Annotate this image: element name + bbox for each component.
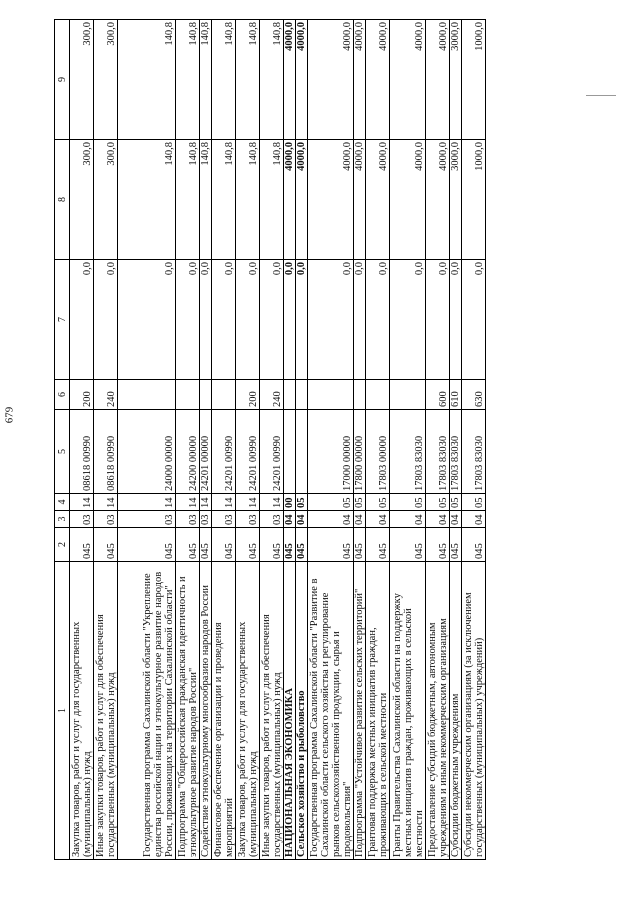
row-value-cell: 4000,0 xyxy=(308,20,354,140)
row-value-cell: 200 xyxy=(70,380,94,410)
row-value-cell: 0,0 xyxy=(462,260,486,380)
row-value-cell: 0,0 xyxy=(118,260,176,380)
row-value-cell: 04 xyxy=(366,511,390,528)
row-value-cell: 045 xyxy=(94,528,118,562)
row-value-cell: 04 xyxy=(308,511,354,528)
row-value-cell: 03 xyxy=(176,511,200,528)
row-value-cell: 04 xyxy=(390,511,426,528)
row-value-cell: 0,0 xyxy=(176,260,200,380)
row-value-cell: 200 xyxy=(236,380,260,410)
row-value-cell: 045 xyxy=(236,528,260,562)
row-value-cell: 045 xyxy=(260,528,284,562)
row-value-cell: 140,8 xyxy=(118,20,176,140)
header-row xyxy=(55,20,70,860)
row-value-cell: 14 xyxy=(236,494,260,511)
row-value-cell: 4000,0 xyxy=(296,140,308,260)
row-value-cell: 17803 83030 xyxy=(390,410,426,494)
row-name-cell: Иные закупки товаров, работ и услуг для обеспечения государственных (муниципальных) нужд xyxy=(260,562,284,860)
row-value-cell: 24200 00000 xyxy=(176,410,200,494)
row-value-cell: 630 xyxy=(462,380,486,410)
row-value-cell: 05 xyxy=(390,494,426,511)
table-row xyxy=(118,20,176,860)
row-value-cell: 04 xyxy=(296,511,308,528)
row-name-cell: Предоставление субсидий бюджетным, автономным учреждениям и иным некоммерческим организациям xyxy=(426,562,450,860)
row-value-cell: 00 xyxy=(284,494,296,511)
table-row xyxy=(390,20,426,860)
row-value-cell xyxy=(308,380,354,410)
table-row xyxy=(260,20,284,860)
row-value-cell: 03 xyxy=(260,511,284,528)
row-value-cell: 600 xyxy=(426,380,450,410)
row-value-cell: 4000,0 xyxy=(366,20,390,140)
row-value-cell: 05 xyxy=(426,494,450,511)
row-value-cell: 17803 83030 xyxy=(426,410,450,494)
header-cell: 6 xyxy=(55,380,70,410)
row-value-cell: 14 xyxy=(94,494,118,511)
row-value-cell: 045 xyxy=(200,528,212,562)
row-value-cell: 4000,0 xyxy=(366,140,390,260)
row-value-cell: 03 xyxy=(200,511,212,528)
row-value-cell: 03 xyxy=(212,511,236,528)
row-value-cell: 17803 83030 xyxy=(462,410,486,494)
row-value-cell: 0,0 xyxy=(366,260,390,380)
table-row xyxy=(354,20,366,860)
row-value-cell xyxy=(118,380,176,410)
row-value-cell: 4000,0 xyxy=(354,140,366,260)
table-row xyxy=(236,20,260,860)
row-value-cell: 24201 00990 xyxy=(212,410,236,494)
row-value-cell: 03 xyxy=(70,511,94,528)
row-value-cell: 4000,0 xyxy=(426,140,450,260)
row-name-cell: Субсидии бюджетным учреждениям xyxy=(450,562,462,860)
row-value-cell xyxy=(212,380,236,410)
row-value-cell: 4000,0 xyxy=(284,140,296,260)
row-value-cell: 14 xyxy=(118,494,176,511)
row-value-cell xyxy=(296,410,308,494)
row-value-cell: 17000 00000 xyxy=(308,410,354,494)
row-name-cell: Государственная программа Сахалинской области "Укрепление единства российской нации и этнокультурное развитие народов России, проживающих на территории Сахалинской области" xyxy=(118,562,176,860)
row-name-cell: Финансовое обеспечение организации и проведения мероприятий xyxy=(212,562,236,860)
row-name-cell: Субсидии некоммерческим организациям (за исключением государственных (муниципальных) учреждений) xyxy=(462,562,486,860)
row-value-cell: 300,0 xyxy=(70,140,94,260)
page-number: 679 xyxy=(3,406,15,424)
row-value-cell: 4000,0 xyxy=(426,20,450,140)
row-value-cell xyxy=(200,380,212,410)
row-value-cell: 140,8 xyxy=(236,20,260,140)
row-value-cell: 0,0 xyxy=(284,260,296,380)
row-value-cell: 045 xyxy=(366,528,390,562)
row-value-cell: 0,0 xyxy=(390,260,426,380)
row-value-cell: 04 xyxy=(462,511,486,528)
header-cell: 4 xyxy=(55,494,70,511)
row-value-cell: 04 xyxy=(284,511,296,528)
budget-table-rotated xyxy=(54,20,610,860)
row-value-cell xyxy=(390,380,426,410)
table-row xyxy=(212,20,236,860)
row-value-cell xyxy=(296,380,308,410)
row-value-cell: 140,8 xyxy=(260,140,284,260)
row-value-cell: 0,0 xyxy=(94,260,118,380)
header-cell: 9 xyxy=(55,20,70,140)
row-name-cell: Подпрограмма "Общероссийская гражданская идентичность и этнокультурное развитие народов России" xyxy=(176,562,200,860)
table-row xyxy=(308,20,354,860)
row-value-cell: 05 xyxy=(462,494,486,511)
row-value-cell: 240 xyxy=(260,380,284,410)
table-row xyxy=(450,20,462,860)
row-value-cell: 17803 00000 xyxy=(366,410,390,494)
row-value-cell: 4000,0 xyxy=(390,140,426,260)
row-value-cell: 0,0 xyxy=(426,260,450,380)
header-cell: 5 xyxy=(55,410,70,494)
row-value-cell: 045 xyxy=(176,528,200,562)
row-value-cell: 0,0 xyxy=(450,260,462,380)
row-value-cell: 14 xyxy=(200,494,212,511)
row-value-cell: 4000,0 xyxy=(390,20,426,140)
row-value-cell: 24201 00990 xyxy=(260,410,284,494)
row-value-cell: 14 xyxy=(70,494,94,511)
table-row xyxy=(426,20,450,860)
row-value-cell: 4000,0 xyxy=(308,140,354,260)
header-cell: 7 xyxy=(55,260,70,380)
scan-mark xyxy=(586,95,616,96)
header-cell: 1 xyxy=(55,562,70,860)
row-value-cell: 300,0 xyxy=(94,140,118,260)
row-value-cell: 140,8 xyxy=(176,20,200,140)
row-value-cell: 08618 00990 xyxy=(70,410,94,494)
row-value-cell: 140,8 xyxy=(118,140,176,260)
row-value-cell: 045 xyxy=(462,528,486,562)
row-name-cell: Содействие этнокультурному многообразию народов России xyxy=(200,562,212,860)
table-row xyxy=(296,20,308,860)
row-value-cell: 05 xyxy=(296,494,308,511)
row-value-cell: 045 xyxy=(450,528,462,562)
row-name-cell: Иные закупки товаров, работ и услуг для обеспечения государственных (муниципальных) нужд xyxy=(94,562,118,860)
row-value-cell: 0,0 xyxy=(70,260,94,380)
row-value-cell: 045 xyxy=(308,528,354,562)
row-value-cell: 05 xyxy=(450,494,462,511)
header-cell: 8 xyxy=(55,140,70,260)
row-value-cell: 140,8 xyxy=(236,140,260,260)
row-value-cell: 0,0 xyxy=(260,260,284,380)
row-value-cell: 03 xyxy=(118,511,176,528)
row-value-cell: 240 xyxy=(94,380,118,410)
row-value-cell: 24201 00990 xyxy=(236,410,260,494)
row-value-cell: 17803 83030 xyxy=(450,410,462,494)
row-value-cell: 14 xyxy=(176,494,200,511)
row-value-cell xyxy=(176,380,200,410)
row-value-cell: 045 xyxy=(296,528,308,562)
row-value-cell: 4000,0 xyxy=(296,20,308,140)
row-value-cell: 17800 00000 xyxy=(354,410,366,494)
table-row xyxy=(462,20,486,860)
table-row xyxy=(200,20,212,860)
row-value-cell: 14 xyxy=(212,494,236,511)
row-value-cell: 140,8 xyxy=(212,20,236,140)
row-name-cell: Подпрограмма "Устойчивое развитие сельских территорий" xyxy=(354,562,366,860)
row-value-cell: 3000,0 xyxy=(450,140,462,260)
row-value-cell: 0,0 xyxy=(236,260,260,380)
row-value-cell: 0,0 xyxy=(212,260,236,380)
row-value-cell xyxy=(284,410,296,494)
row-value-cell: 045 xyxy=(70,528,94,562)
row-value-cell: 300,0 xyxy=(70,20,94,140)
row-value-cell: 08618 00990 xyxy=(94,410,118,494)
table-row xyxy=(366,20,390,860)
row-value-cell: 05 xyxy=(354,494,366,511)
row-value-cell: 04 xyxy=(450,511,462,528)
row-value-cell: 045 xyxy=(426,528,450,562)
row-value-cell: 140,8 xyxy=(260,20,284,140)
row-value-cell: 045 xyxy=(390,528,426,562)
header-cell: 2 xyxy=(55,528,70,562)
row-value-cell: 0,0 xyxy=(200,260,212,380)
table-row xyxy=(94,20,118,860)
row-value-cell: 1000,0 xyxy=(462,20,486,140)
row-value-cell: 4000,0 xyxy=(354,20,366,140)
table-row xyxy=(70,20,94,860)
row-name-cell: Грантовая поддержка местных инициатив граждан, проживающих в сельской местности xyxy=(366,562,390,860)
row-name-cell: Государственная программа Сахалинской области "Развитие в Сахалинской области сельского хозяйства и регулирование рынков сельскохозяйственной продукции, сырья и продовольствия" xyxy=(308,562,354,860)
row-value-cell: 05 xyxy=(366,494,390,511)
row-value-cell: 14 xyxy=(260,494,284,511)
table-row xyxy=(176,20,200,860)
row-value-cell: 045 xyxy=(354,528,366,562)
row-value-cell: 045 xyxy=(118,528,176,562)
row-value-cell: 24201 00000 xyxy=(200,410,212,494)
table-row xyxy=(284,20,296,860)
row-value-cell: 140,8 xyxy=(176,140,200,260)
row-value-cell: 03 xyxy=(236,511,260,528)
row-value-cell: 04 xyxy=(426,511,450,528)
budget-table xyxy=(54,19,486,860)
row-value-cell: 045 xyxy=(284,528,296,562)
row-value-cell: 0,0 xyxy=(354,260,366,380)
row-value-cell: 045 xyxy=(212,528,236,562)
row-value-cell: 140,8 xyxy=(212,140,236,260)
row-value-cell: 04 xyxy=(354,511,366,528)
row-value-cell xyxy=(354,380,366,410)
row-value-cell xyxy=(284,380,296,410)
row-name-cell: НАЦИОНАЛЬНАЯ ЭКОНОМИКА xyxy=(284,562,296,860)
row-value-cell: 610 xyxy=(450,380,462,410)
row-value-cell xyxy=(366,380,390,410)
row-value-cell: 0,0 xyxy=(296,260,308,380)
row-name-cell: Сельское хозяйство и рыболовство xyxy=(296,562,308,860)
row-name-cell: Гранты Правительства Сахалинской области на поддержку местных инициатив граждан, проживающих в сельской местности xyxy=(390,562,426,860)
row-value-cell: 140,8 xyxy=(200,20,212,140)
row-value-cell: 0,0 xyxy=(308,260,354,380)
row-value-cell: 1000,0 xyxy=(462,140,486,260)
header-cell: 3 xyxy=(55,511,70,528)
row-value-cell: 4000,0 xyxy=(284,20,296,140)
row-value-cell: 3000,0 xyxy=(450,20,462,140)
row-name-cell: Закупка товаров, работ и услуг для государственных (муниципальных) нужд xyxy=(70,562,94,860)
row-value-cell: 05 xyxy=(308,494,354,511)
row-name-cell: Закупка товаров, работ и услуг для государственных (муниципальных) нужд xyxy=(236,562,260,860)
row-value-cell: 140,8 xyxy=(200,140,212,260)
row-value-cell: 300,0 xyxy=(94,20,118,140)
row-value-cell: 24000 00000 xyxy=(118,410,176,494)
row-value-cell: 03 xyxy=(94,511,118,528)
